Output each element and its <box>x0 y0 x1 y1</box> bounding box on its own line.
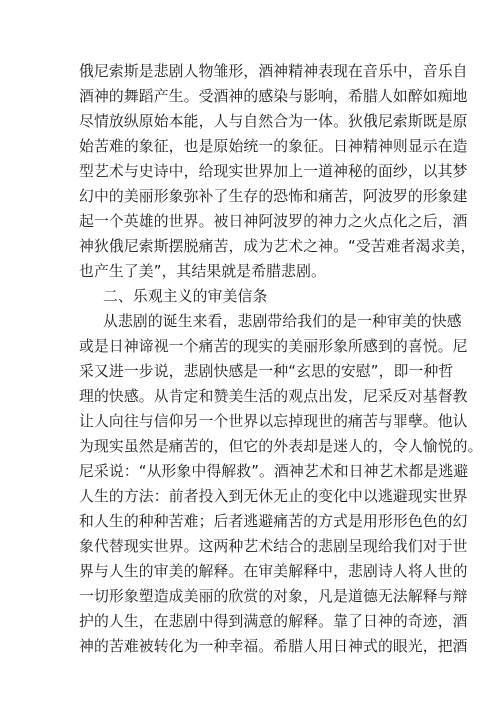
paragraph-first-line: 从悲剧的诞生来看，悲剧带给我们的是一种审美的快感 <box>103 313 462 330</box>
body-text-line: 和人生的种种苦难；后者逃避痛苦的方式是用形形色色的幻 <box>79 513 468 530</box>
section-heading: 二、乐观主义的审美信条 <box>103 288 268 305</box>
body-text-line: 神的苦难被转化为一种幸福。希腊人用日神式的眼光，把酒 <box>79 638 468 655</box>
body-text-line: 人生的方法：前者投入到无休无止的变化中以逃避现实世界 <box>79 488 468 505</box>
body-text-line: 起一个英雄的世界。被日神阿波罗的神力之火点化之后，酒 <box>79 213 468 230</box>
body-text-line: 尽情放纵原始本能，人与自然合为一体。狄俄尼索斯既是原 <box>79 113 468 130</box>
body-text-line: 理的快感。从肯定和赞美生活的观点出发，尼采反对基督教 <box>79 388 468 405</box>
body-text-line: 始苦难的象征，也是原始统一的象征。日神精神则显示在造 <box>79 138 468 155</box>
body-text-line: 神狄俄尼索斯摆脱痛苦，成为艺术之神。“受苦难者渴求美， <box>79 238 476 255</box>
body-text-line: 采又进一步说，悲剧快感是一种“玄思的安慰”，即一种哲 <box>79 363 454 380</box>
body-text-line: 俄尼索斯是悲剧人物雏形，酒神精神表现在音乐中，音乐自 <box>79 63 468 80</box>
body-text-line: 一切形象塑造成美丽的欣赏的对象，凡是道德无法解释与辩 <box>79 588 468 605</box>
body-text-line: 界与人生的审美的解释。在审美解释中，悲剧诗人将人世的 <box>79 563 468 580</box>
body-text-line: 尼采说：“从形象中得解救”。酒神艺术和日神艺术都是逃避 <box>79 463 469 480</box>
body-text-line: 酒神的舞蹈产生。受酒神的感染与影响，希腊人如醉如痴地 <box>79 88 468 105</box>
body-text-line: 或是日神谛视一个痛苦的现实的美丽形象所感到的喜悦。尼 <box>79 338 468 355</box>
body-text-line: 象代替现实世界。这两种艺术结合的悲剧呈现给我们对于世 <box>79 538 468 555</box>
body-text-line: 型艺术与史诗中，给现实世界加上一道神秘的面纱，以其梦 <box>79 163 468 180</box>
body-text-line: 也产生了美”，其结果就是希腊悲剧。 <box>79 263 326 280</box>
body-text-line: 让人向往与信仰另一个世界以忘掉现世的痛苦与罪孽。他认 <box>79 413 468 430</box>
body-text-line: 护的人生，在悲剧中得到满意的解释。靠了日神的奇迹，酒 <box>79 613 468 630</box>
body-text-line: 幻中的美丽形象弥补了生存的恐怖和痛苦，阿波罗的形象建 <box>79 188 468 205</box>
body-text-line: 为现实虽然是痛苦的，但它的外表却是迷人的，令人愉悦的。 <box>79 438 483 455</box>
